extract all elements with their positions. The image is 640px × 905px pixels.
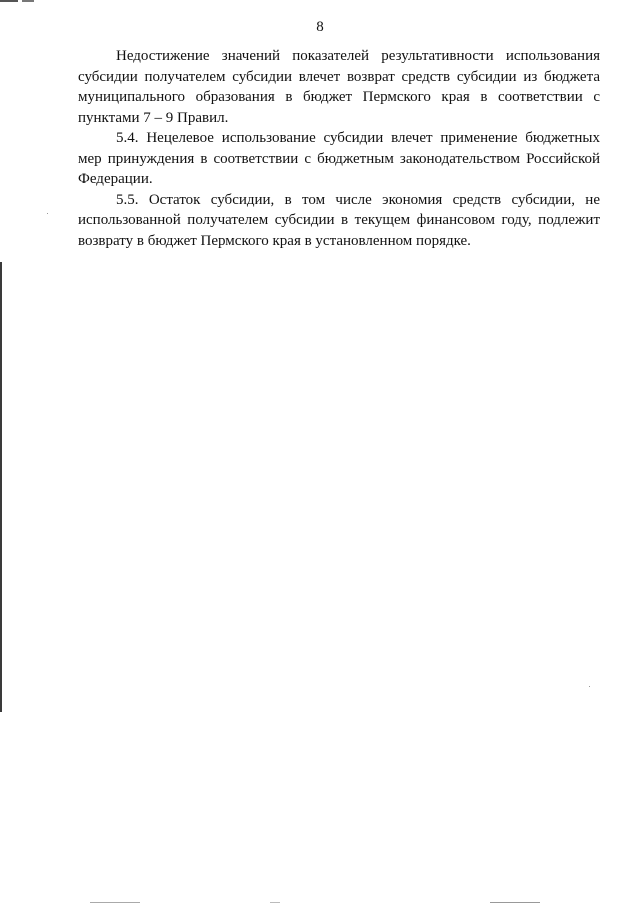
page-number: 8 xyxy=(316,19,324,35)
scan-artifact-bottom xyxy=(70,902,630,903)
paragraph-return-of-funds: Недостижение значений показателей результативности использования субсидии получателем субсидии влечет возврат средств субсидии из бюджета муниципального образования в бюджет Пермского края в соответствии с пунктами 7 – 9 Правил. xyxy=(78,48,600,126)
scan-speck xyxy=(47,213,48,214)
paragraph-5-5-remainder: 5.5. Остаток субсидии, в том числе экономия средств субсидии, не использованной получателем субсидии в текущем финансовом году, подлежит возврату в бюджет Пермского края в установленном порядке. xyxy=(78,191,600,249)
scan-artifact-left-edge xyxy=(0,262,2,712)
document-body xyxy=(78,46,600,251)
paragraph-5-4-misuse: 5.4. Нецелевое использование субсидии влечет применение бюджетных мер принуждения в соответствии с бюджетным законодательством Российской Федерации. xyxy=(78,130,600,187)
scan-artifact-top xyxy=(0,0,40,2)
scan-speck xyxy=(589,686,590,687)
